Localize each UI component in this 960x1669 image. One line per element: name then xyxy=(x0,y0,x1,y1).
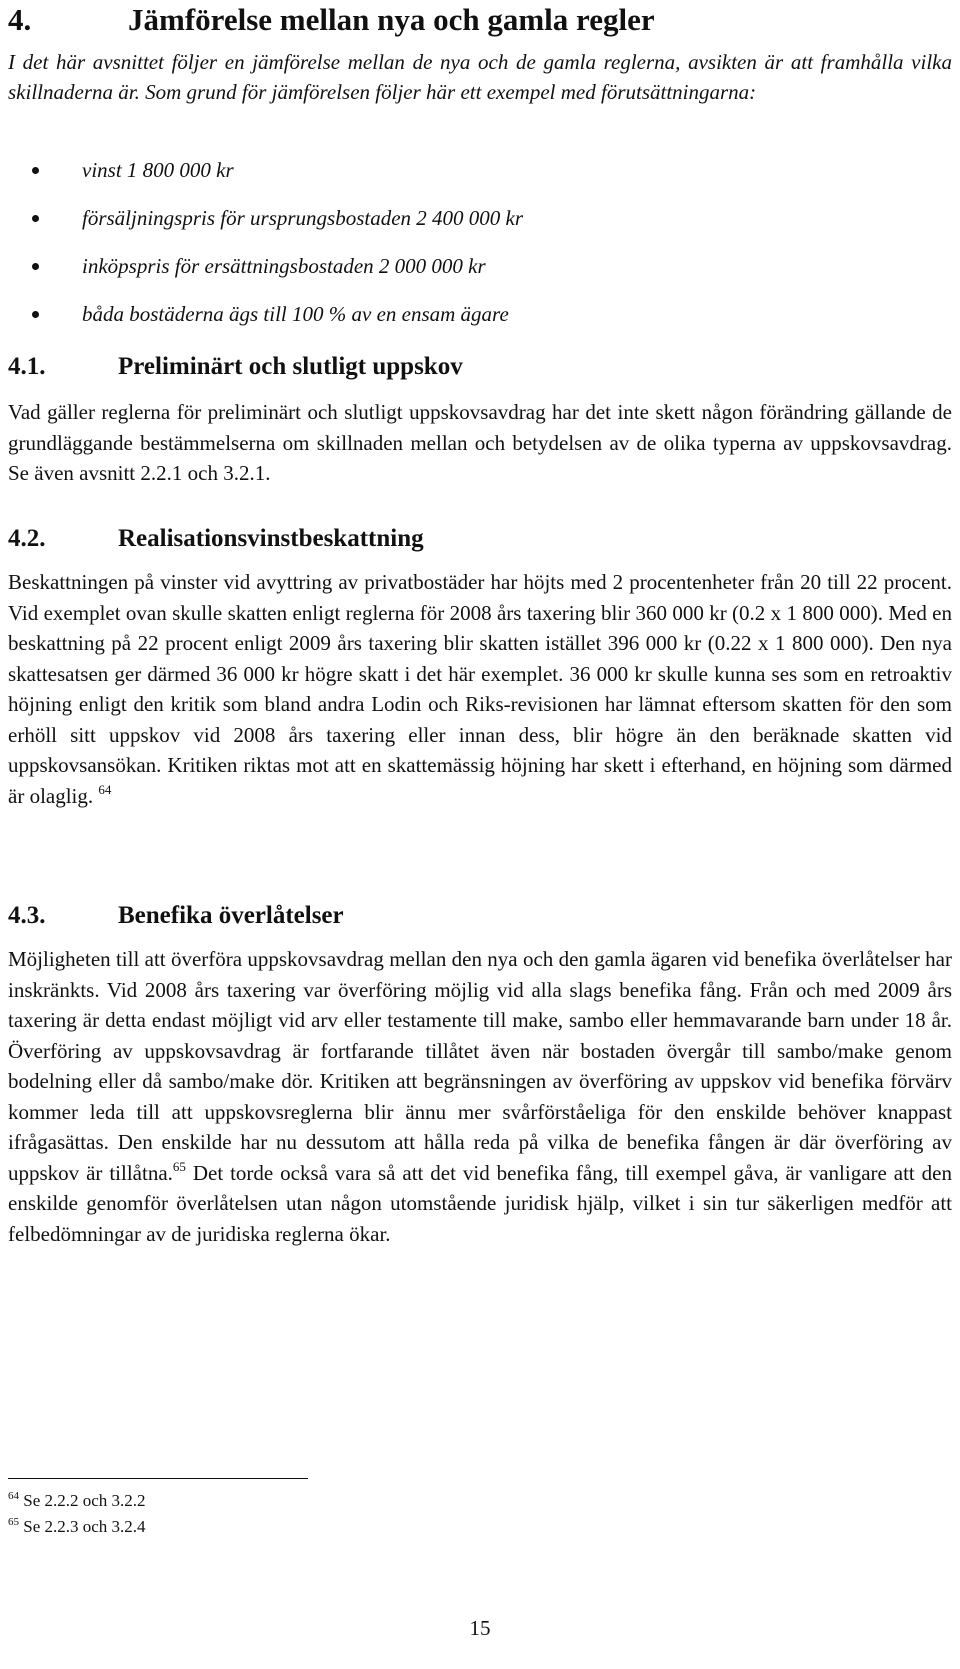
section-4-3-paragraph: Möjligheten till att överföra uppskovsavdrag mellan den nya och den gamla ägaren vid benefika överlåtelser har inskränkts. Vid 2008 års taxering var överföring möjlig vid alla slags benefika fång. Från och med 2009 års taxering är detta endast möjligt vid arv eller testamente till make, sambo eller hemmavarande barn under 18 år. Överföring av uppskovsavdrag är fortfarande tillåtet även när bostaden övergår till sambo/make genom bodelning eller då sambo/make dör. Kritiken att begränsningen av överföring av uppskov vid benefika förvärv kommer leda till att uppskovsreglerna blir ännu mer svårförståeliga för den enskilde behöver knappast ifrågasättas. Den enskilde har nu dessutom att hålla reda på vilka de benefika fången är där överföring av uppskov är tillåtna.$^{65}$ Det torde också vara så att det vid benefika fång, till exempel gåva, är vanligare att den enskilde genomför överlåtelsen utan någon utomstående juridisk hjälp, vilket i sin tur säkerligen medför att felbedömningar av de juridiska reglerna ökar. xyxy=(8,947,952,1246)
section-4-1-paragraph: Vad gäller reglerna för preliminärt och slutligt uppskovsavdrag har det inte skett någon förändring gällande de grundläggande bestämmelserna om skillnaden mellan och betydelsen av de olika typerna av uppskovsavdrag. Se även avsnitt 2.2.1 och 3.2.1. xyxy=(8,400,952,485)
bullet-icon xyxy=(32,167,39,174)
section-heading-4-1 xyxy=(8,352,463,382)
intro-paragraph: I det här avsnittet följer en jämförelse mellan de nya och de gamla reglerna, avsikten är att framhålla vilka skillnaderna är. Som grund för jämförelsen följer här ett exempel med förutsättningarna: xyxy=(8,50,952,104)
section-heading-4-2 xyxy=(8,524,424,554)
section-number: 4.1. xyxy=(8,353,46,380)
page-number: 15 xyxy=(469,1616,491,1640)
footnote: $^{65}$ Se 2.2.3 och 3.2.4 xyxy=(8,1516,146,1536)
footnote-divider xyxy=(8,1478,308,1479)
bullet-icon xyxy=(32,215,39,222)
chapter-title: Jämförelse mellan nya och gamla regler xyxy=(128,2,655,37)
section-heading-4-3 xyxy=(8,901,344,931)
bullet-icon xyxy=(32,263,39,270)
section-number: 4.2. xyxy=(8,525,46,552)
document-page xyxy=(8,0,952,1669)
footnote-ref[interactable]: 64 xyxy=(98,781,112,797)
list-item: vinst 1 800 000 kr xyxy=(8,155,952,185)
bullet-icon xyxy=(32,311,39,318)
section-title: Benefika överlåtelser xyxy=(118,902,344,929)
list-item: försäljningspris för ursprungsbostaden 2 400 000 kr xyxy=(8,203,952,233)
chapter-number: 4. xyxy=(8,2,32,37)
section-title: Realisationsvinstbeskattning xyxy=(118,525,424,552)
chapter-heading xyxy=(8,2,655,38)
conditions-list xyxy=(8,155,952,347)
section-title: Preliminärt och slutligt uppskov xyxy=(118,353,463,380)
list-item: båda bostäderna ägs till 100 % av en ensam ägare xyxy=(8,299,952,329)
list-item: inköpspris för ersättningsbostaden 2 000 000 kr xyxy=(8,251,952,281)
section-4-2-paragraph: Beskattningen på vinster vid avyttring av privatbostäder har höjts med 2 procentenheter från 20 till 22 procent. Vid exemplet ovan skulle skatten enligt reglerna för 2008 års taxering blir 360 000 kr (0.2 x 1 800 000). Med en beskattning på 22 procent enligt 2009 års taxering blir skatten istället 396 000 kr (0.22 x 1 800 000). Den nya skattesatsen ger därmed 36 000 kr högre skatt i det här exemplet. 36 000 kr skulle kunna ses som en retroaktiv höjning enligt den kritik som bland andra Lodin och Riks-revisionen har lämnat eftersom skatten för den som erhöll sitt uppskov vid 2008 års taxering eller innan dess, blir högre än den beräknade skatten vid uppskovsansökan. Kritiken riktas mot att en skattemässig höjning har skett i efterhand, en höjning som därmed är olaglig. $^{64}$ xyxy=(8,570,952,808)
section-number: 4.3. xyxy=(8,902,46,929)
footnote: $^{64}$ Se 2.2.2 och 3.2.2 xyxy=(8,1490,146,1510)
footnote-ref[interactable]: 65 xyxy=(172,1158,186,1174)
footnotes xyxy=(8,1488,146,1540)
